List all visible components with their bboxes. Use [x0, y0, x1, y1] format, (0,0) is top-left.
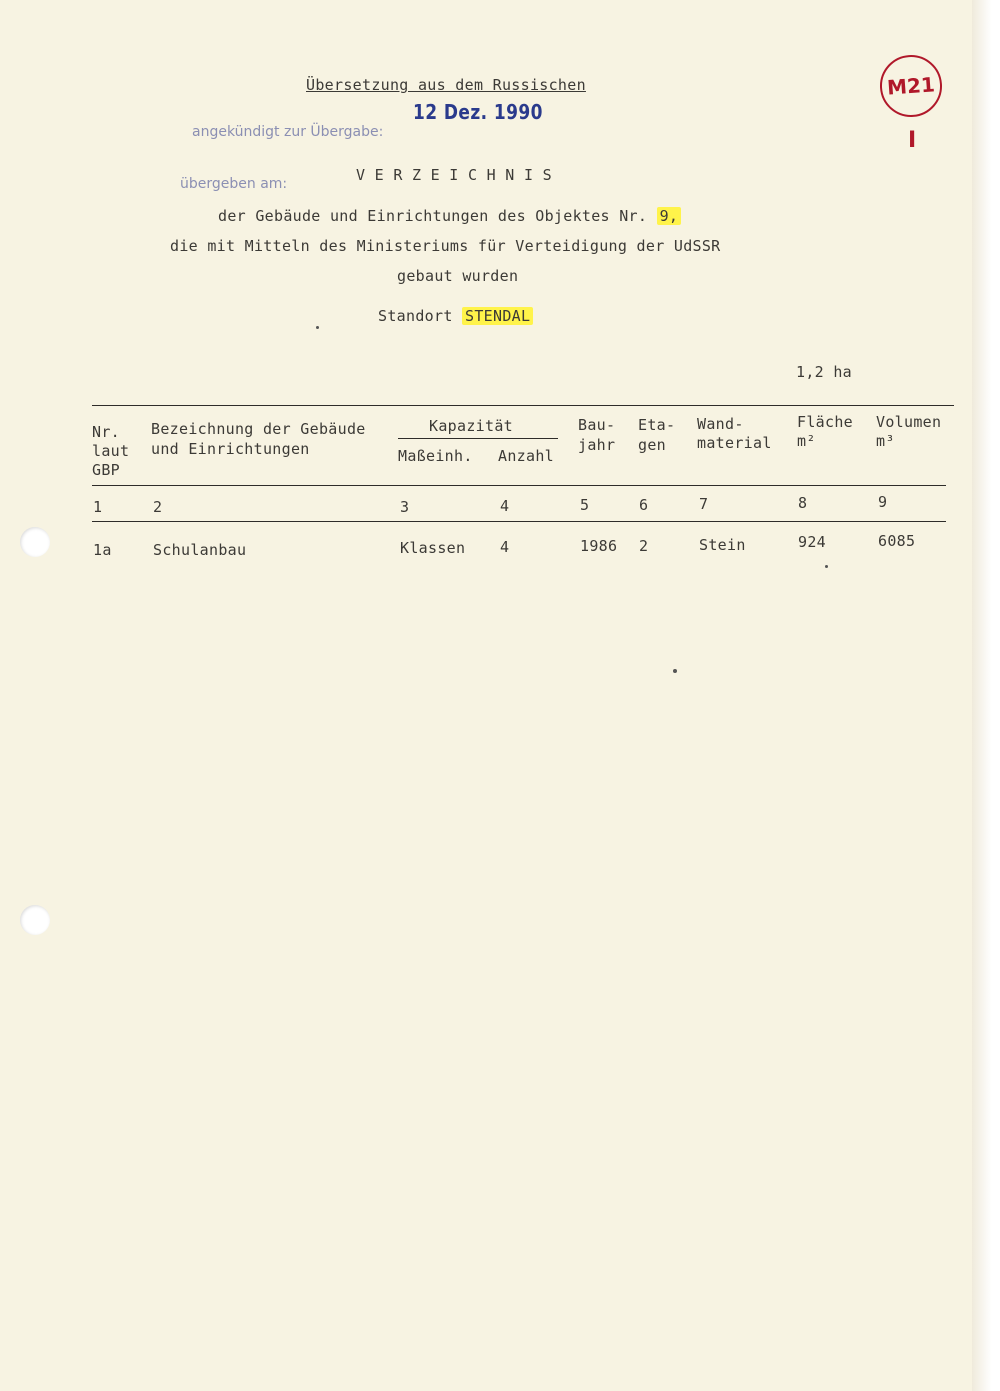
- header-wall-1: Wand-: [697, 415, 744, 433]
- header-year-2: jahr: [578, 436, 616, 454]
- index-cell: 8: [798, 494, 808, 512]
- subtitle-line-3: gebaut wurden: [397, 267, 519, 285]
- index-cell: 7: [699, 495, 709, 513]
- index-cell: 5: [580, 496, 590, 514]
- index-cell: 1: [93, 498, 103, 516]
- paper-speck: [825, 565, 828, 568]
- date-stamp: 12 Dez. 1990: [413, 100, 543, 124]
- object-number: 9,: [657, 207, 682, 225]
- cell-area: 924: [798, 533, 826, 551]
- marker-sub: I: [908, 128, 917, 153]
- header-count: Anzahl: [498, 447, 554, 465]
- document-title: V E R Z E I C H N I S: [356, 166, 552, 184]
- subtitle-line-1: [218, 207, 681, 225]
- header-name-2: und Einrichtungen: [151, 440, 310, 458]
- location-line: [378, 307, 533, 325]
- location-label: Standort: [378, 307, 453, 325]
- paper-speck: [673, 669, 677, 673]
- header-area-1: Fläche: [797, 413, 853, 431]
- header-floors-2: gen: [638, 436, 666, 454]
- stamp-handed-label: übergeben am:: [180, 176, 288, 192]
- translation-note: Übersetzung aus dem Russischen: [306, 76, 586, 94]
- punch-hole-top: [20, 527, 50, 557]
- header-bottom-rule: [92, 485, 946, 486]
- cell-wall: Stein: [699, 536, 746, 554]
- header-volume-1: Volumen: [876, 413, 942, 431]
- index-cell: 6: [639, 496, 649, 514]
- header-name-1: Bezeichnung der Gebäude: [151, 420, 366, 438]
- archive-marker: [878, 53, 944, 119]
- header-area-2: m²: [797, 432, 816, 450]
- subtitle-prefix: der Gebäude und Einrichtungen des Objektes Nr.: [218, 207, 648, 225]
- header-year-1: Bau-: [578, 416, 616, 434]
- location-value: STENDAL: [462, 307, 533, 325]
- punch-hole-bottom: [20, 905, 50, 935]
- index-cell: 3: [400, 498, 410, 516]
- header-nr-3: GBP: [92, 461, 120, 479]
- header-nr-2: laut: [92, 442, 130, 460]
- cell-volume: 6085: [878, 532, 916, 550]
- cell-year: 1986: [580, 537, 618, 555]
- subtitle-line-2: die mit Mitteln des Ministeriums für Verteidigung der UdSSR: [170, 237, 721, 255]
- paper-speck: [316, 326, 319, 329]
- index-bottom-rule: [92, 521, 946, 522]
- header-volume-2: m³: [876, 432, 895, 450]
- cell-count: 4: [500, 538, 510, 556]
- index-cell: 9: [878, 493, 888, 511]
- cell-unit: Klassen: [400, 539, 466, 557]
- cell-nr: 1a: [93, 541, 112, 559]
- marker-code: M21: [886, 72, 936, 100]
- cell-floors: 2: [639, 537, 649, 555]
- header-nr-1: Nr.: [92, 423, 120, 441]
- table-top-rule: [92, 405, 954, 406]
- stamp-announced-label: angekündigt zur Übergabe:: [192, 124, 384, 140]
- header-floors-1: Eta-: [638, 416, 676, 434]
- area-note: 1,2 ha: [796, 363, 852, 381]
- index-cell: 2: [153, 498, 163, 516]
- header-capacity: Kapazität: [429, 417, 513, 435]
- header-wall-2: material: [697, 434, 772, 452]
- index-cell: 4: [500, 497, 510, 515]
- page-edge: [972, 0, 1000, 1391]
- cell-name: Schulanbau: [153, 541, 247, 559]
- header-unit: Maßeinh.: [398, 447, 473, 465]
- capacity-rule: [398, 438, 558, 439]
